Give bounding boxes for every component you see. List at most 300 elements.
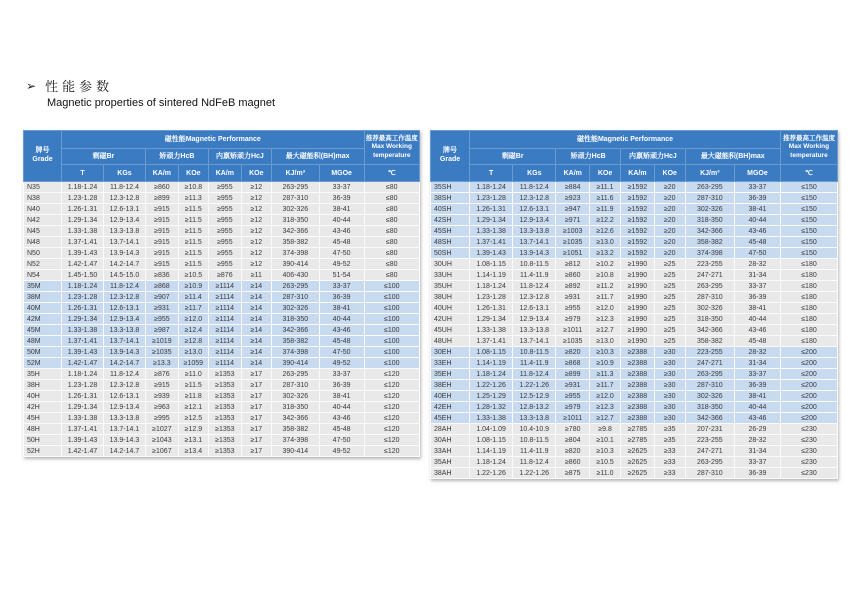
grade-cell: 40UH [431, 303, 470, 314]
value-cell: ≥14 [241, 292, 271, 303]
table-row [24, 424, 420, 435]
value-cell: 43-46 [734, 226, 780, 237]
value-cell: ≥860 [556, 457, 590, 468]
value-cell: 263-295 [685, 281, 734, 292]
value-cell: ≤230 [780, 446, 837, 457]
table-row [24, 402, 420, 413]
value-cell: ≥12 [241, 182, 271, 193]
value-cell: ≥11.3 [590, 369, 621, 380]
value-cell: ≥20 [654, 182, 685, 193]
grade-cell: 38EH [431, 380, 470, 391]
grade-cell: 40SH [431, 204, 470, 215]
header-hcb: 矫顽力HcB [145, 149, 208, 165]
grade-cell: 33UH [431, 270, 470, 281]
value-cell: ≥931 [556, 380, 590, 391]
value-cell: ≥884 [556, 182, 590, 193]
value-cell: 47-50 [319, 435, 364, 446]
value-cell: 1.18-1.24 [470, 457, 513, 468]
grade-cell: 48M [24, 336, 62, 347]
value-cell: 31-34 [734, 446, 780, 457]
value-cell: ≥820 [556, 446, 590, 457]
right-spec-table [430, 130, 838, 479]
table-row [431, 391, 838, 402]
value-cell: 247-271 [685, 270, 734, 281]
grade-cell: 50SH [431, 248, 470, 259]
value-cell: ≥931 [556, 292, 590, 303]
value-cell: 1.08-1.15 [470, 347, 513, 358]
value-cell: 263-295 [685, 182, 734, 193]
value-cell: 14.2-14.7 [103, 446, 145, 457]
value-cell: ≥1990 [621, 270, 655, 281]
table-row [431, 270, 838, 281]
value-cell: 1.23-1.28 [470, 193, 513, 204]
value-cell: 11.8-12.4 [103, 182, 145, 193]
value-cell: 12.3-12.8 [513, 193, 556, 204]
value-cell: ≥1990 [621, 314, 655, 325]
value-cell: ≥907 [145, 292, 178, 303]
value-cell: ≤230 [780, 424, 837, 435]
value-cell: ≥2388 [621, 402, 655, 413]
value-cell: 1.08-1.15 [470, 259, 513, 270]
value-cell: ≤100 [364, 347, 420, 358]
value-cell: 13.3-13.8 [513, 325, 556, 336]
grade-cell: 50H [24, 435, 62, 446]
value-cell: ≥804 [556, 435, 590, 446]
value-cell: 36-39 [319, 193, 364, 204]
table-row [431, 380, 838, 391]
header-temp-zh: 推荐最高工作温度 [782, 134, 835, 142]
grade-cell: 52M [24, 358, 62, 369]
value-cell: 287-310 [271, 292, 319, 303]
value-cell: 1.29-1.34 [62, 215, 104, 226]
value-cell: ≥1990 [621, 303, 655, 314]
grade-cell: 40H [24, 391, 62, 402]
table-row [24, 413, 420, 424]
grade-cell: 30UH [431, 259, 470, 270]
value-cell: 1.18-1.24 [62, 281, 104, 292]
value-cell: ≥17 [241, 369, 271, 380]
value-cell: ≥20 [654, 226, 685, 237]
value-cell: ≥17 [241, 391, 271, 402]
value-cell: ≥868 [556, 358, 590, 369]
value-cell: ≥25 [654, 314, 685, 325]
grade-cell: N52 [24, 259, 62, 270]
value-cell: 1.39-1.43 [62, 248, 104, 259]
value-cell: ≥10.2 [590, 259, 621, 270]
table-row [431, 468, 838, 479]
value-cell: ≥1353 [208, 424, 241, 435]
table-row [431, 204, 838, 215]
value-cell: ≥1592 [621, 204, 655, 215]
value-cell: ≤80 [364, 248, 420, 259]
value-cell: ≥1353 [208, 402, 241, 413]
value-cell: 1.18-1.24 [470, 369, 513, 380]
table-row [24, 281, 420, 292]
table-row [431, 457, 838, 468]
value-cell: 318-350 [685, 402, 734, 413]
value-cell: 12.6-13.1 [513, 303, 556, 314]
value-cell: ≥20 [654, 215, 685, 226]
value-cell: ≥955 [208, 248, 241, 259]
value-cell: ≥33 [654, 446, 685, 457]
value-cell: ≤230 [780, 435, 837, 446]
value-cell: 390-414 [271, 358, 319, 369]
value-cell: 36-39 [734, 292, 780, 303]
value-cell: 38-41 [734, 303, 780, 314]
value-cell: 12.6-13.1 [103, 391, 145, 402]
value-cell: ≥2785 [621, 424, 655, 435]
value-cell: 1.33-1.38 [62, 226, 104, 237]
value-cell: ≥955 [208, 204, 241, 215]
value-cell: 302-326 [685, 391, 734, 402]
value-cell: 1.33-1.38 [62, 325, 104, 336]
table-row [431, 259, 838, 270]
value-cell: 223-255 [685, 435, 734, 446]
value-cell: 287-310 [685, 380, 734, 391]
unit-kam-hcb: KA/m [145, 165, 178, 182]
value-cell: ≥1592 [621, 237, 655, 248]
value-cell: ≥1114 [208, 281, 241, 292]
value-cell: ≥860 [145, 182, 178, 193]
value-cell: 40-44 [734, 215, 780, 226]
value-cell: ≤100 [364, 314, 420, 325]
page-title [26, 76, 275, 95]
value-cell: 1.33-1.38 [470, 226, 513, 237]
value-cell: 45-48 [734, 237, 780, 248]
value-cell: 287-310 [271, 380, 319, 391]
value-cell: ≤80 [364, 215, 420, 226]
table-row [431, 226, 838, 237]
value-cell: 13.3-13.8 [103, 413, 145, 424]
value-cell: ≥30 [654, 413, 685, 424]
value-cell: 1.28-1.32 [470, 402, 513, 413]
value-cell: ≥987 [145, 325, 178, 336]
header-hcj: 内禀矫顽力HcJ [208, 149, 271, 165]
value-cell: 1.14-1.19 [470, 270, 513, 281]
value-cell: ≥955 [208, 237, 241, 248]
value-cell: 207-231 [685, 424, 734, 435]
value-cell: 10.8-11.5 [513, 347, 556, 358]
value-cell: 13.7-14.1 [103, 424, 145, 435]
value-cell: 223-255 [685, 347, 734, 358]
value-cell: ≥14 [241, 281, 271, 292]
value-cell: ≥2625 [621, 468, 655, 479]
value-cell: ≥915 [145, 380, 178, 391]
value-cell: ≥12.9 [178, 424, 208, 435]
value-cell: ≥12 [241, 259, 271, 270]
grade-cell: 48H [24, 424, 62, 435]
grade-cell: N54 [24, 270, 62, 281]
grade-cell: 33AH [431, 446, 470, 457]
value-cell: ≥10.3 [590, 446, 621, 457]
value-cell: 1.37-1.41 [62, 424, 104, 435]
value-cell: 12.9-13.4 [103, 314, 145, 325]
unit-kgs: KGs [513, 165, 556, 182]
table-row [431, 347, 838, 358]
value-cell: ≥12 [241, 204, 271, 215]
value-cell: ≤180 [780, 259, 837, 270]
value-cell: 38-41 [734, 204, 780, 215]
value-cell: ≥25 [654, 325, 685, 336]
value-cell: 40-44 [319, 215, 364, 226]
value-cell: ≥11.3 [178, 193, 208, 204]
value-cell: ≥1592 [621, 215, 655, 226]
grade-cell: 35H [24, 369, 62, 380]
value-cell: 263-295 [685, 369, 734, 380]
value-cell: 43-46 [319, 226, 364, 237]
value-cell: ≤120 [364, 380, 420, 391]
value-cell: 374-398 [271, 435, 319, 446]
value-cell: ≥33 [654, 468, 685, 479]
value-cell: ≤100 [364, 358, 420, 369]
table-row [431, 435, 838, 446]
value-cell: ≤120 [364, 369, 420, 380]
value-cell: ≥1353 [208, 380, 241, 391]
value-cell: ≥10.8 [590, 270, 621, 281]
value-cell: ≥30 [654, 347, 685, 358]
value-cell: ≥14 [241, 358, 271, 369]
value-cell: 38-41 [734, 391, 780, 402]
value-cell: ≥17 [241, 446, 271, 457]
value-cell: ≥947 [556, 204, 590, 215]
arrow-bullet-icon: ➢ [26, 78, 37, 93]
value-cell: 342-366 [271, 413, 319, 424]
grade-cell: N42 [24, 215, 62, 226]
value-cell: ≥11.5 [178, 215, 208, 226]
value-cell: ≥812 [556, 259, 590, 270]
grade-cell: N48 [24, 237, 62, 248]
table-row [431, 369, 838, 380]
value-cell: ≥1990 [621, 325, 655, 336]
value-cell: 358-382 [685, 336, 734, 347]
grade-cell: 38AH [431, 468, 470, 479]
value-cell: 49-52 [319, 259, 364, 270]
header-hcj: 内禀矫顽力HcJ [621, 149, 686, 165]
value-cell: 33-37 [319, 281, 364, 292]
value-cell: ≤120 [364, 446, 420, 457]
value-cell: ≥1019 [145, 336, 178, 347]
value-cell: ≤120 [364, 424, 420, 435]
value-cell: 13.3-13.8 [103, 325, 145, 336]
value-cell: ≥1353 [208, 446, 241, 457]
unit-koe-hcb: KOe [178, 165, 208, 182]
value-cell: 1.39-1.43 [62, 435, 104, 446]
right-table-body [431, 182, 838, 479]
value-cell: 13.3-13.8 [513, 413, 556, 424]
table-row [24, 314, 420, 325]
value-cell: 302-326 [271, 303, 319, 314]
value-cell: 1.14-1.19 [470, 358, 513, 369]
value-cell: ≥13.3 [145, 358, 178, 369]
value-cell: 1.42-1.47 [62, 259, 104, 270]
value-cell: 287-310 [685, 193, 734, 204]
value-cell: ≥1051 [556, 248, 590, 259]
value-cell: ≥876 [145, 369, 178, 380]
grade-cell: 45EH [431, 413, 470, 424]
value-cell: 43-46 [319, 413, 364, 424]
value-cell: 318-350 [271, 402, 319, 413]
header-grade [24, 131, 62, 182]
value-cell: ≥13.2 [590, 248, 621, 259]
grade-cell: 35AH [431, 457, 470, 468]
value-cell: ≤100 [364, 325, 420, 336]
value-cell: 263-295 [271, 369, 319, 380]
value-cell: ≥13.4 [178, 446, 208, 457]
value-cell: 342-366 [685, 413, 734, 424]
value-cell: ≥915 [145, 237, 178, 248]
value-cell: ≥2388 [621, 380, 655, 391]
value-cell: ≤150 [780, 226, 837, 237]
table-row [24, 391, 420, 402]
value-cell: ≥11.0 [178, 369, 208, 380]
value-cell: 28-32 [734, 435, 780, 446]
unit-kam-hcj: KA/m [208, 165, 241, 182]
value-cell: 47-50 [319, 347, 364, 358]
grade-cell: 35M [24, 281, 62, 292]
value-cell: ≥11.5 [178, 226, 208, 237]
value-cell: 11.4-11.9 [513, 446, 556, 457]
value-cell: 13.9-14.3 [103, 347, 145, 358]
value-cell: ≥1114 [208, 358, 241, 369]
value-cell: 12.9-13.4 [103, 215, 145, 226]
value-cell: ≤80 [364, 259, 420, 270]
value-cell: ≥2625 [621, 457, 655, 468]
value-cell: ≥12.4 [178, 325, 208, 336]
value-cell: 45-48 [319, 424, 364, 435]
value-cell: 1.45-1.50 [62, 270, 104, 281]
value-cell: ≥10.1 [590, 435, 621, 446]
grade-cell: N35 [24, 182, 62, 193]
value-cell: ≥12.1 [178, 402, 208, 413]
header-hcb: 矫顽力HcB [556, 149, 621, 165]
value-cell: ≥11.8 [178, 391, 208, 402]
table-row [24, 204, 420, 215]
value-cell: ≥10.3 [590, 347, 621, 358]
value-cell: ≥1114 [208, 347, 241, 358]
header-br: 剩磁Br [470, 149, 556, 165]
value-cell: 14.2-14.7 [103, 259, 145, 270]
grade-cell: 38UH [431, 292, 470, 303]
value-cell: ≤180 [780, 292, 837, 303]
value-cell: 12.6-13.1 [103, 204, 145, 215]
value-cell: ≥12.7 [590, 413, 621, 424]
value-cell: ≥12 [241, 248, 271, 259]
value-cell: ≥1114 [208, 292, 241, 303]
table-row [431, 303, 838, 314]
value-cell: 45-48 [319, 237, 364, 248]
table-row [24, 270, 420, 281]
value-cell: ≤80 [364, 204, 420, 215]
value-cell: 1.25-1.29 [470, 391, 513, 402]
value-cell: 1.29-1.34 [62, 314, 104, 325]
value-cell: 342-366 [685, 226, 734, 237]
value-cell: ≥1011 [556, 325, 590, 336]
grade-cell: N40 [24, 204, 62, 215]
value-cell: ≤180 [780, 303, 837, 314]
value-cell: ≥10.5 [178, 270, 208, 281]
unit-mgoe: MGOe [319, 165, 364, 182]
table-row [24, 292, 420, 303]
value-cell: 11.8-12.4 [513, 369, 556, 380]
grade-cell: 42H [24, 402, 62, 413]
grade-cell: 40EH [431, 391, 470, 402]
value-cell: 28-32 [734, 259, 780, 270]
value-cell: 13.7-14.1 [103, 336, 145, 347]
grade-cell: 42EH [431, 402, 470, 413]
value-cell: 33-37 [734, 457, 780, 468]
value-cell: 38-41 [319, 391, 364, 402]
value-cell: ≥2388 [621, 391, 655, 402]
grade-cell: 42M [24, 314, 62, 325]
value-cell: 1.37-1.41 [470, 237, 513, 248]
value-cell: 1.26-1.31 [62, 391, 104, 402]
value-cell: 11.8-12.4 [513, 182, 556, 193]
value-cell: 1.22-1.26 [470, 468, 513, 479]
left-table-body [24, 182, 420, 457]
value-cell: ≥20 [654, 237, 685, 248]
value-cell: ≥12 [241, 215, 271, 226]
table-row [24, 435, 420, 446]
value-cell: 43-46 [734, 413, 780, 424]
header-grade-en: Grade [32, 156, 53, 163]
value-cell: ≤100 [364, 292, 420, 303]
grade-cell: 42UH [431, 314, 470, 325]
value-cell: ≥12.6 [590, 226, 621, 237]
value-cell: 1.23-1.28 [470, 292, 513, 303]
header-magnetic-performance: 磁性能Magnetic Performance [470, 131, 781, 149]
value-cell: ≥9.8 [590, 424, 621, 435]
value-cell: 12.3-12.8 [103, 292, 145, 303]
value-cell: ≥10.5 [590, 457, 621, 468]
value-cell: 374-398 [271, 248, 319, 259]
table-row [24, 369, 420, 380]
value-cell: 28-32 [734, 347, 780, 358]
value-cell: 12.8-13.2 [513, 402, 556, 413]
table-row [24, 347, 420, 358]
value-cell: ≥17 [241, 380, 271, 391]
value-cell: ≥915 [145, 259, 178, 270]
value-cell: ≤200 [780, 380, 837, 391]
grade-cell: 45SH [431, 226, 470, 237]
value-cell: 263-295 [271, 182, 319, 193]
header-grade-zh: 牌号 [443, 147, 458, 155]
value-cell: 12.3-12.8 [103, 380, 145, 391]
value-cell: ≥1003 [556, 226, 590, 237]
table-row [431, 413, 838, 424]
table-row [431, 325, 838, 336]
value-cell: 47-50 [734, 248, 780, 259]
value-cell: 33-37 [734, 182, 780, 193]
unit-t: T [470, 165, 513, 182]
value-cell: ≥780 [556, 424, 590, 435]
value-cell: 12.3-12.8 [103, 193, 145, 204]
value-cell: ≥33 [654, 457, 685, 468]
value-cell: ≥11.0 [590, 468, 621, 479]
value-cell: ≥12.0 [178, 314, 208, 325]
value-cell: ≥939 [145, 391, 178, 402]
value-cell: ≥25 [654, 292, 685, 303]
value-cell: ≥955 [208, 182, 241, 193]
value-cell: ≥955 [208, 193, 241, 204]
unit-kam-hcb: KA/m [556, 165, 590, 182]
value-cell: ≤180 [780, 325, 837, 336]
value-cell: ≥35 [654, 435, 685, 446]
value-cell: ≥30 [654, 369, 685, 380]
value-cell: 10.8-11.5 [513, 435, 556, 446]
value-cell: 1.04-1.09 [470, 424, 513, 435]
value-cell: 1.29-1.34 [470, 215, 513, 226]
table-row [431, 292, 838, 303]
